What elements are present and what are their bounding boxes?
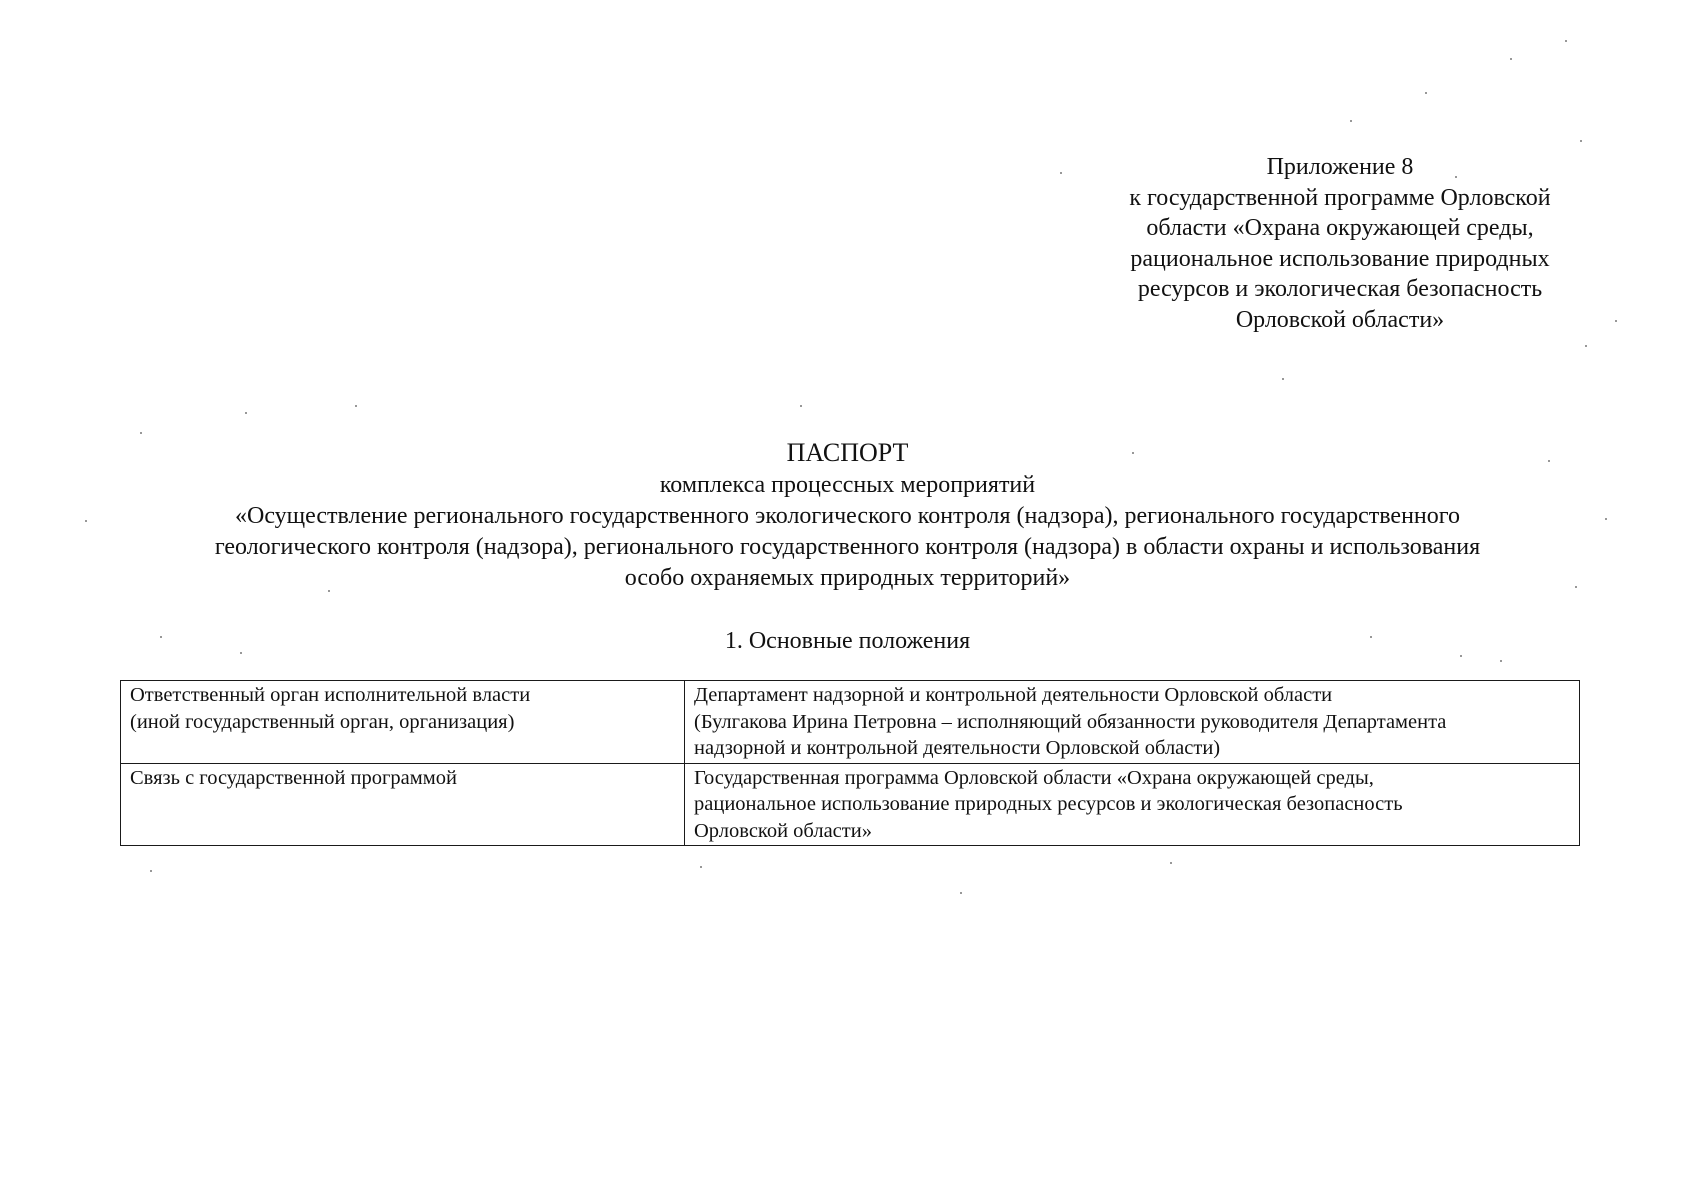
scan-speck bbox=[1350, 120, 1352, 122]
scan-speck bbox=[1575, 586, 1577, 588]
scan-speck bbox=[140, 432, 142, 434]
passport-subtitle-line: особо охраняемых природных территорий» bbox=[624, 565, 1071, 591]
table-cell-value bbox=[685, 681, 1580, 764]
cell-line: рациональное использование природных ресурсов и экологическая безопасность bbox=[694, 793, 1403, 815]
scan-speck bbox=[1500, 660, 1502, 662]
scan-speck bbox=[960, 892, 962, 894]
appendix-header bbox=[1075, 152, 1605, 335]
scan-speck bbox=[1060, 172, 1062, 174]
table-row bbox=[121, 763, 1580, 846]
appendix-line: ресурсов и экологическая безопасность bbox=[1137, 276, 1543, 302]
cell-line: (Булгакова Ирина Петровна – исполняющий обязанности руководителя Департамента bbox=[694, 710, 1447, 733]
passport-subtitle-line: «Осуществление регионального государственного экологического контроля (надзора), регионального государственного bbox=[234, 503, 1461, 529]
table-cell-label bbox=[121, 763, 685, 846]
table-row bbox=[121, 681, 1580, 764]
scan-speck bbox=[245, 412, 247, 414]
cell-line: надзорной и контрольной деятельности Орловской области) bbox=[694, 737, 1221, 759]
cell-line: Государственная программа Орловской области «Охрана окружающей среды, bbox=[694, 766, 1374, 789]
scan-speck bbox=[800, 405, 802, 407]
passport-title: ПАСПОРТ bbox=[786, 438, 909, 467]
scan-speck bbox=[1170, 862, 1172, 864]
scan-speck bbox=[328, 590, 330, 592]
scan-speck bbox=[1565, 40, 1567, 42]
section-title: 1. Основные положения bbox=[724, 628, 971, 654]
passport-subtitle-line: геологического контроля (надзора), регионального государственного контроля (надзора) в области охраны и использования bbox=[214, 534, 1481, 560]
scan-speck bbox=[1460, 655, 1462, 657]
scan-speck bbox=[700, 866, 702, 868]
scan-speck bbox=[240, 652, 242, 654]
scan-speck bbox=[1282, 378, 1284, 380]
scan-speck bbox=[1510, 58, 1512, 60]
scan-speck bbox=[160, 636, 162, 638]
appendix-line: области «Охрана окружающей среды, bbox=[1146, 215, 1534, 241]
appendix-line: рациональное использование природных bbox=[1130, 245, 1550, 272]
main-provisions-table bbox=[120, 680, 1580, 846]
scan-speck bbox=[1132, 452, 1134, 454]
scan-speck bbox=[1455, 176, 1457, 178]
passport-subtitle-line: комплекса процессных мероприятий bbox=[659, 472, 1036, 498]
cell-line: Департамент надзорной и контрольной деятельности Орловской области bbox=[694, 684, 1333, 706]
cell-line: Связь с государственной программой bbox=[130, 766, 457, 789]
scan-speck bbox=[1370, 636, 1372, 638]
scan-speck bbox=[1615, 320, 1617, 322]
scan-speck bbox=[355, 405, 357, 407]
appendix-line: Орловской области» bbox=[1235, 306, 1445, 333]
scan-speck bbox=[1580, 140, 1582, 142]
cell-line: (иной государственный орган, организация) bbox=[130, 710, 515, 733]
table-cell-label bbox=[121, 681, 685, 764]
appendix-line: к государственной программе Орловской bbox=[1129, 184, 1551, 211]
scan-speck bbox=[1548, 460, 1550, 462]
scan-speck bbox=[1425, 92, 1427, 94]
cell-line: Орловской области» bbox=[694, 819, 872, 842]
appendix-line: Приложение 8 bbox=[1266, 154, 1414, 180]
scan-speck bbox=[1585, 345, 1587, 347]
scan-speck bbox=[1605, 518, 1607, 520]
table-cell-value bbox=[685, 763, 1580, 846]
scan-speck bbox=[150, 870, 152, 872]
scan-speck bbox=[85, 520, 87, 522]
passport-subtitle bbox=[0, 470, 1695, 594]
cell-line: Ответственный орган исполнительной власти bbox=[130, 684, 531, 706]
